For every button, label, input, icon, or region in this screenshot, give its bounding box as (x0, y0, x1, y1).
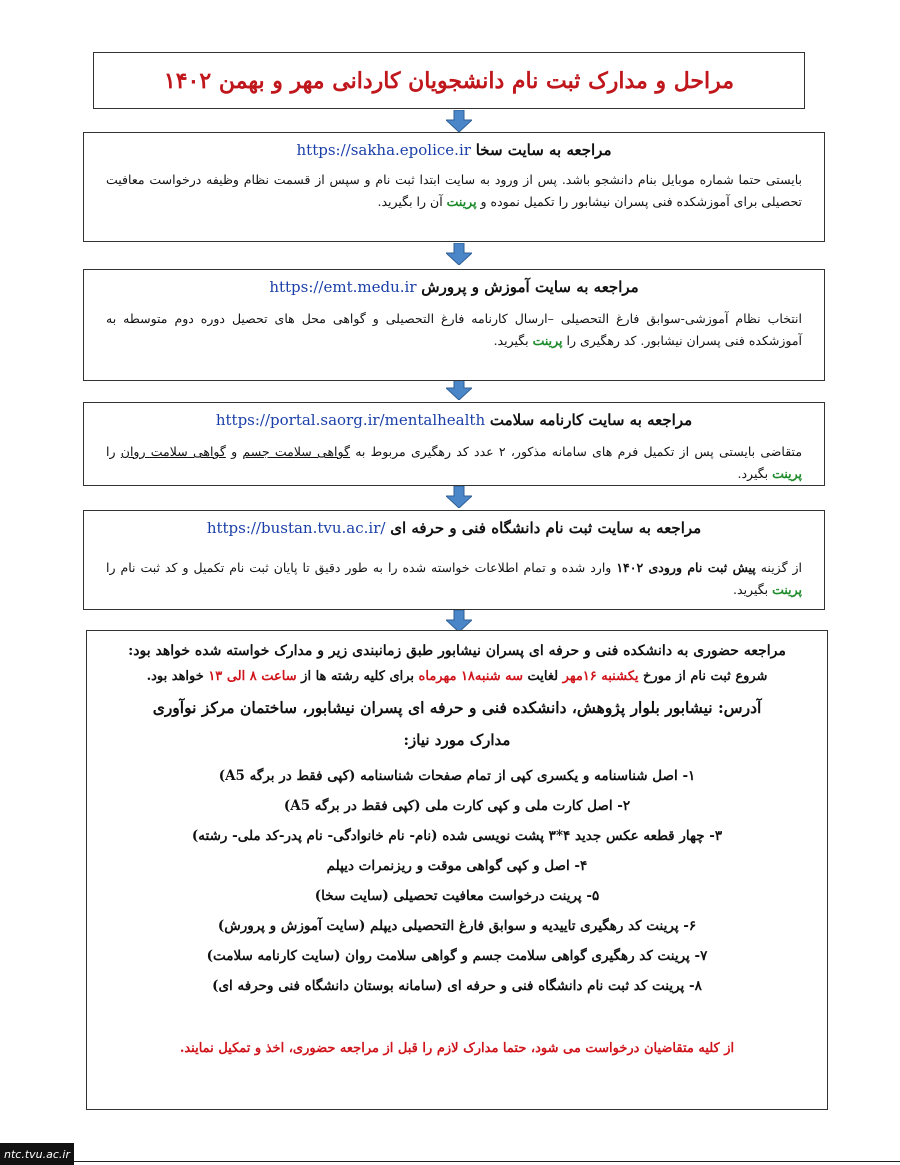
section-heading (84, 411, 824, 429)
doc-item: ۲- اصل کارت ملی و کپی کارت ملی (کپی فقط در برگه A5) (283, 798, 631, 814)
emt-link[interactable]: https://emt.medu.ir (269, 278, 417, 296)
section-sakha (83, 132, 825, 242)
title-box (93, 52, 805, 109)
doc-item: ۵- پرینت درخواست معافیت تحصیلی (سایت سخا) (314, 888, 600, 904)
address-text: آدرس: نیشابور بلوار پژوهش، دانشکده فنی و حرفه ای پسران نیشابور، ساختمان مرکز نوآوری (152, 698, 762, 717)
arrow-down-icon (446, 110, 472, 132)
schedule-text: شروع ثبت نام از مورخ یکشنبه ۱۶مهر لغایت سه شنبه۱۸ مهرماه برای کلیه رشته ها از ساعت ۸ الی ۱۳ خواهد بود. (146, 669, 768, 684)
section-health (83, 402, 825, 486)
print-highlight: پرینت (772, 466, 802, 481)
arrow-down-icon (446, 243, 472, 265)
arrow-down-icon (446, 610, 472, 632)
section-title: مراجعه به سایت آموزش و پرورش (421, 278, 639, 296)
doc-item: ۳- چهار قطعه عکس جدید ۴*۳ پشت نویسی شده (نام- نام خانوادگی- نام پدر-کد ملی- رشته) (191, 828, 723, 844)
footer-logo: ntc.tvu.ac.ir (0, 1143, 74, 1165)
section-education (83, 269, 825, 381)
final-note: از کلیه متقاضیان درخواست می شود، حتما مدارک لازم را قبل از مراجعه حضوری، اخذ و تمکیل نمایند. (179, 1041, 735, 1056)
doc-item: ۸- پرینت کد ثبت نام دانشگاه فنی و حرفه ای (سامانه بوستان دانشگاه فنی وحرفه ای) (212, 978, 702, 994)
section-body: انتخاب نظام آموزشی-سوابق فارغ التحصیلی –ارسال کارنامه فارغ التحصیلی و گواهی محل های تحصیل دوره دوم متوسطه به آموزشکده فنی پسران نیشابور. کد رهگیری را پرینت بگیرید. (106, 311, 802, 348)
docs-title: مدارک مورد نیاز: (403, 731, 511, 749)
bustan-link[interactable]: https://bustan.tvu.ac.ir/ (206, 519, 386, 537)
section-heading (84, 278, 824, 296)
docs-list (87, 761, 827, 1001)
doc-item: ۱- اصل شناسنامه و یکسری کپی از تمام صفحات شناسنامه (کپی فقط در برگه A5) (218, 768, 696, 784)
inperson-heading: مراجعه حضوری به دانشکده فنی و حرفه ای پسران نیشابور طبق زمانبندی زیر و مدارک خواسته شده خواهد بود: (128, 643, 786, 659)
print-highlight: پرینت (772, 582, 802, 597)
section-title: مراجعه به سایت سخا (475, 141, 612, 159)
doc-item: ۷- پرینت کد رهگیری گواهی سلامت جسم و گواهی سلامت روان (سایت کارنامه سلامت) (206, 948, 708, 964)
doc-item: ۶- پرینت کد رهگیری تاییدیه و سوابق فارغ التحصیلی دیپلم (سایت آموزش و پرورش) (217, 918, 697, 934)
saorg-link[interactable]: https://portal.saorg.ir/mentalhealth (215, 411, 486, 429)
section-body: متقاضی بایستی پس از تکمیل فرم های سامانه مذکور، ۲ عدد کد رهگیری مربوط به گواهی سلامت جسم و گواهی سلامت روان را پرینت بگیرد. (106, 444, 803, 481)
section-body: از گزینه پیش ثبت نام ورودی ۱۴۰۲ وارد شده و تمام اطلاعات خواسته شده را به طور دقیق تا پایان ثبت نام تکمیل و کد ثبت نام را پرینت بگیرید. (106, 560, 802, 597)
section-tvu (83, 510, 825, 610)
doc-item: ۴- اصل و کپی گواهی موقت و ریزنمرات دیپلم (326, 858, 588, 874)
section-body: بایستی حتما شماره موبایل بنام دانشجو باشد. پس از ورود به سایت ابتدا ثبت نام و سپس از قسمت نظام وظیفه درخواست معافیت تحصیلی برای آموزشکده فنی پسران نیشابور را تکمیل نموده و پرینت آن را بگیرید. (106, 172, 802, 209)
arrow-down-icon (446, 486, 472, 508)
sakha-link[interactable]: https://sakha.epolice.ir (296, 141, 471, 159)
print-highlight: پرینت (532, 333, 563, 348)
print-highlight: پرینت (446, 194, 477, 209)
section-heading (84, 519, 824, 537)
page-title: مراحل و مدارک ثبت نام دانشجویان کاردانی مهر و بهمن ۱۴۰۲ (163, 67, 735, 94)
footer-divider (74, 1161, 900, 1162)
arrow-down-icon (446, 378, 472, 400)
section-heading (84, 141, 824, 159)
section-title: مراجعه به سایت کارنامه سلامت (489, 411, 693, 429)
section-inperson (86, 630, 828, 1110)
section-title: مراجعه به سایت ثبت نام دانشگاه فنی و حرفه ای (390, 519, 702, 537)
